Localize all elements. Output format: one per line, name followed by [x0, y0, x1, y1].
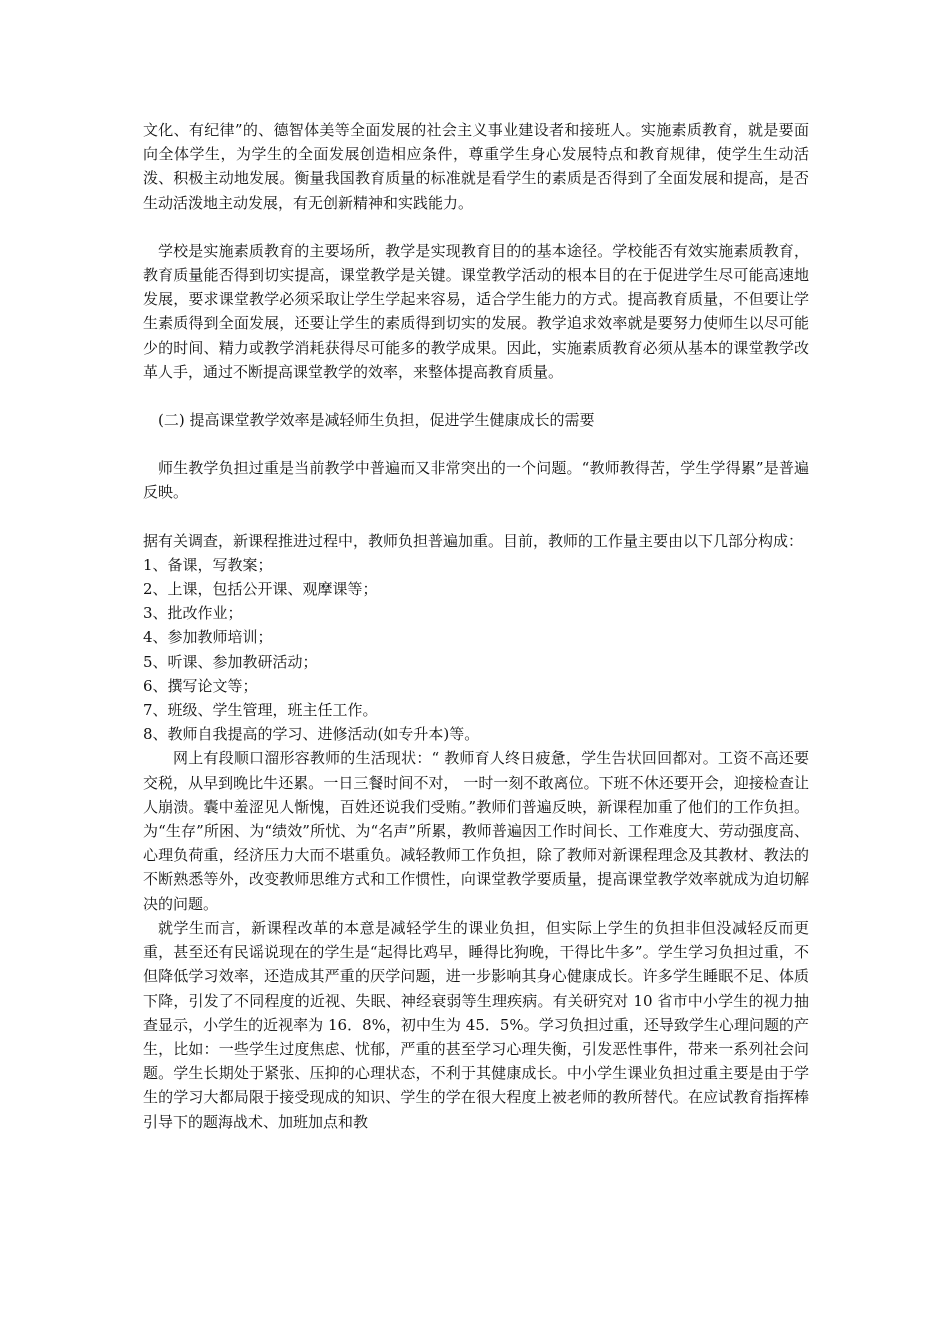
list-item: 4、参加教师培训；: [143, 628, 273, 647]
paragraph-spacer: [143, 432, 809, 456]
section-heading-two: (二) 提高课堂教学效率是减轻师生负担，促进学生健康成长的需要: [158, 411, 595, 430]
paragraph-quality-education: 文化、有纪律”的、德智体美等全面发展的社会主义事业建设者和接班人。实施素质教育，就是要面向全体学生，为学生的全面发展创造相应条件，尊重学生身心发展特点和教育规律，使学生生动活泼、积极主动地发展。衡量我国教育质量的标准就是看学生的素质是否得到了全面发展和提高，是否生动活泼地主动发展，有无创新精神和实践能力。: [143, 121, 809, 212]
document-body: [143, 118, 809, 1134]
paragraph-school-role: 学校是实施素质教育的主要场所，教学是实现教育目的的基本途径。学校能否有效实施素质教育，教育质量能否得到切实提高，课堂教学是关键。课堂教学活动的根本目的在于促进学生尽可能高速地发展，要求课堂教学必须采取让学生学起来容易，适合学生能力的方式。提高教育质量，不但要让学生素质得到全面发展，还要让学生的素质得到切实的发展。教学追求效率就是要努力使师生以尽可能少的时间、精力或教学消耗获得尽可能多的教学成果。因此，实施素质教育必须从基本的课堂教学改革人手，通过不断提高课堂教学的效率，来整体提高教育质量。: [143, 241, 809, 381]
paragraph-teacher-rhyme: 网上有段顺口溜形容教师的生活现状：“ 教师育人终日疲惫，学生告状回回都对。工资不高还要交税，从早到晚比牛还累。一日三餐时间不对， 一时一刻不敢离位。下班不休还要开会，迎接检查让人崩溃。囊中羞涩见人惭愧，百姓还说我们受贿。”教师们普遍反映，新课程加重了他们的工作负担。为“生存”所困、为“绩效”所忧、为“名声”所累，教师普遍因工作时间长、工作难度大、劳动强度高、心理负荷重，经济压力大而不堪重负。减轻教师工作负担，除了教师对新课程理念及其教材、教法的不断熟悉等外，改变教师思维方式和工作惯性，向课堂教学要质量，提高课堂教学效率就成为迫切解决的问题。: [143, 749, 809, 913]
paragraph-burden-intro: 师生教学负担过重是当前教学中普遍而又非常突出的一个问题。“教师教得苦，学生学得累”是普遍反映。: [143, 459, 809, 502]
paragraph-spacer: [143, 384, 809, 408]
list-item: 5、听课、参加教研活动；: [143, 652, 318, 671]
paragraph-survey: 据有关调查，新课程推进过程中，教师负担普遍加重。目前，教师的工作量主要由以下几部分构成：: [143, 531, 804, 550]
list-item: 1、备课，写教案；: [143, 555, 273, 574]
list-item: 3、批改作业；: [143, 604, 243, 623]
list-item: 7、班级、学生管理，班主任工作。: [143, 701, 378, 720]
list-item: 2、上课，包括公开课、观摩课等；: [143, 580, 378, 599]
paragraph-spacer: [143, 215, 809, 239]
list-item: 8、教师自我提高的学习、进修活动(如专升本)等。: [143, 725, 480, 744]
workload-list: [143, 553, 809, 747]
paragraph-spacer: [143, 505, 809, 529]
paragraph-student-burden: 就学生而言，新课程改革的本意是减轻学生的课业负担，但实际上学生的负担非但没减轻反而更重，甚至还有民谣说现在的学生是“起得比鸡早，睡得比狗晚，干得比牛多”。学生学习负担过重，不但降低学习效率，还造成其严重的厌学问题，进一步影响其身心健康成长。许多学生睡眠不足、体质下降，引发了不同程度的近视、失眠、神经衰弱等生理疾病。有关研究对 10 省市中小学生的视力抽查显示，小学生的近视率为 16．8%，初中生为 45．5%。学习负担过重，还导致学生心理问题的产生，比如：一些学生过度焦虑、忧郁，严重的甚至学习心理失衡，引发恶性事件，带来一系列社会问题。学生长期处于紧张、压抑的心理状态，不利于其健康成长。中小学生课业负担过重主要是由于学生的学习大都局限于接受现成的知识、学生的学在很大程度上被老师的教所替代。在应试教育指挥棒引导下的题海战术、加班加点和教: [143, 918, 809, 1131]
list-item: 6、撰写论文等；: [143, 676, 258, 695]
